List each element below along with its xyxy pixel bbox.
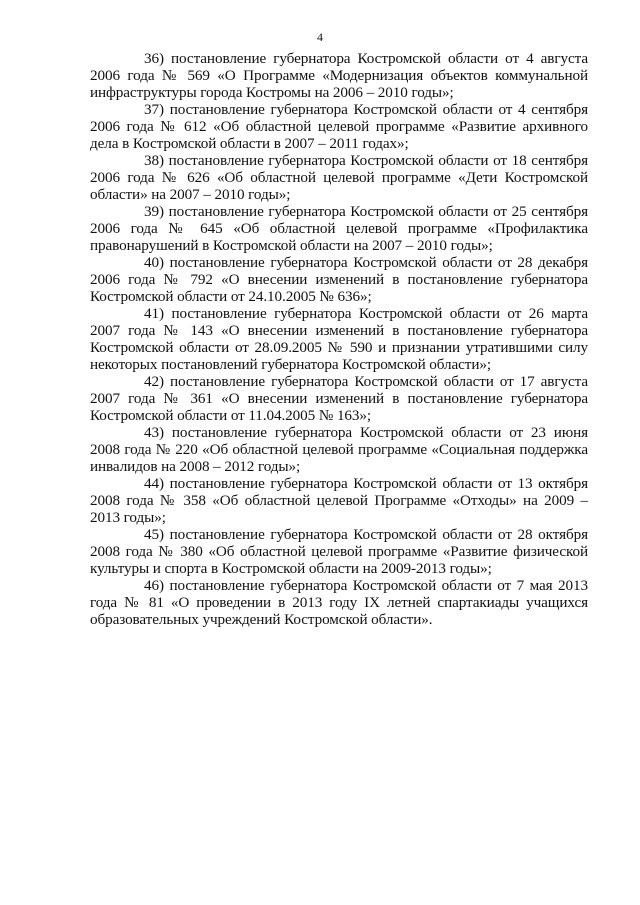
list-item-37: 37) постановление губернатора Костромской области от 4 сентября 2006 года № 612 «Об областной целевой программе «Развитие архивного дела в Костромской области в 2007 – 2011 годах»; <box>90 101 588 152</box>
list-item-41: 41) постановление губернатора Костромской области от 26 марта 2007 года № 143 «О внесении изменений в постановление губернатора Костромской области от 28.09.2005 № 590 и признании утратившими силу некоторых постановлений губернатора Костромской области»; <box>90 305 588 373</box>
list-item-38: 38) постановление губернатора Костромской области от 18 сентября 2006 года № 626 «Об областной целевой программе «Дети Костромской области» на 2007 – 2010 годы»; <box>90 152 588 203</box>
list-item-40: 40) постановление губернатора Костромской области от 28 декабря 2006 года № 792 «О внесении изменений в постановление губернатора Костромской области от 24.10.2005 № 636»; <box>90 254 588 305</box>
list-item-42: 42) постановление губернатора Костромской области от 17 августа 2007 года № 361 «О внесении изменений в постановление губернатора Костромской области от 11.04.2005 № 163»; <box>90 373 588 424</box>
list-item-44: 44) постановление губернатора Костромской области от 13 октября 2008 года № 358 «Об областной целевой Программе «Отходы» на 2009 – 2013 годы»; <box>90 475 588 526</box>
list-item-45: 45) постановление губернатора Костромской области от 28 октября 2008 года № 380 «Об областной целевой программе «Развитие физической культуры и спорта в Костромской области на 2009-2013 годы»; <box>90 526 588 577</box>
list-item-36: 36) постановление губернатора Костромской области от 4 августа 2006 года № 569 «О Программе «Модернизация объектов коммунальной инфраструктуры города Костромы на 2006 – 2010 годы»; <box>90 50 588 101</box>
list-item-46: 46) постановление губернатора Костромской области от 7 мая 2013 года № 81 «О проведении в 2013 году IX летней спартакиады учащихся образовательных учреждений Костромской области». <box>90 577 588 628</box>
list-item-39: 39) постановление губернатора Костромской области от 25 сентября 2006 года № 645 «Об областной целевой программе «Профилактика правонарушений в Костромской области на 2007 – 2010 годы»; <box>90 203 588 254</box>
list-item-43: 43) постановление губернатора Костромской области от 23 июня 2008 года № 220 «Об областной целевой программе «Социальная поддержка инвалидов на 2008 – 2012 годы»; <box>90 424 588 475</box>
page-number: 4 <box>317 30 323 44</box>
document-body <box>90 50 588 628</box>
